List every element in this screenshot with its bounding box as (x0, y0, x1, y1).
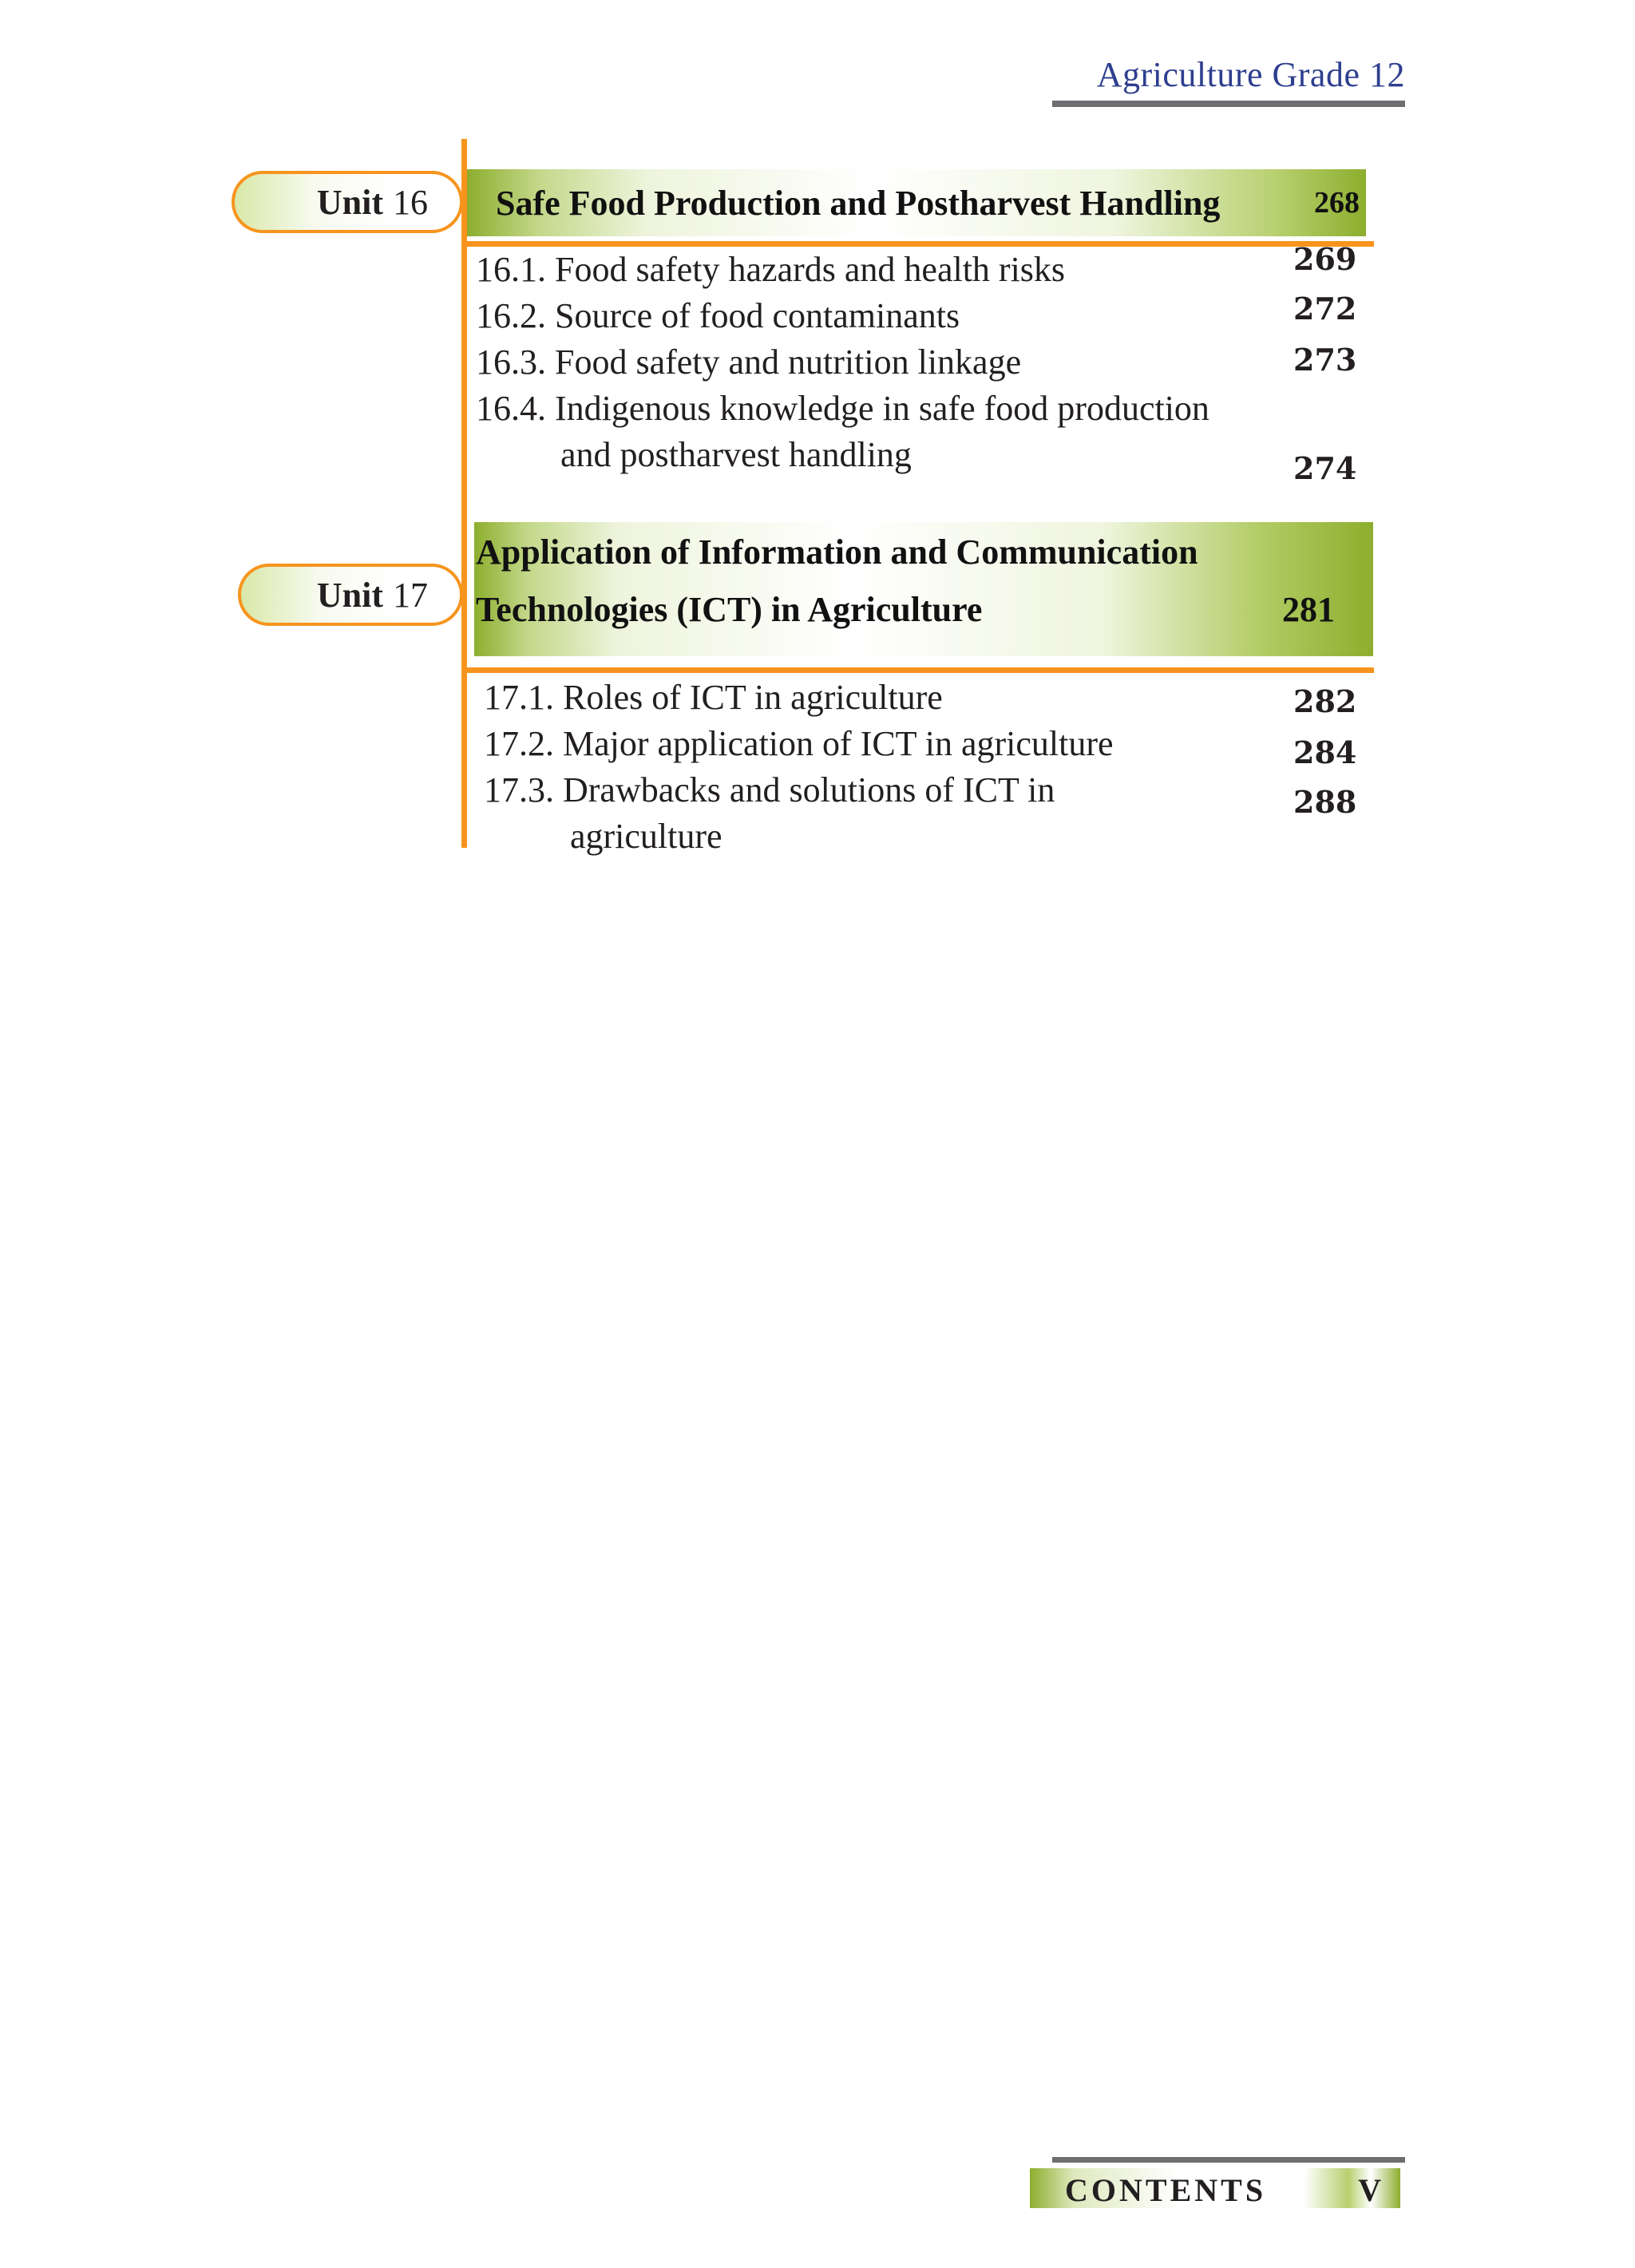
unit-17-title-band[interactable] (474, 522, 1373, 656)
unit-17-title-line2: Technologies (ICT) in Agriculture (476, 590, 983, 629)
unit-label: Unit (316, 182, 383, 222)
unit-16-title-band[interactable] (467, 169, 1366, 236)
footer-contents-label: CONTENTS (1065, 2172, 1267, 2208)
toc-page-16-2: 272 (1293, 291, 1357, 327)
toc-page-17-3: 288 (1293, 784, 1357, 820)
unit-label: Unit (316, 575, 383, 615)
unit-16-page: 268 (1314, 186, 1360, 220)
unit-17-badge (238, 564, 463, 626)
toc-page-17-1: 282 (1293, 683, 1357, 719)
toc-page-16-4: 274 (1293, 450, 1357, 486)
toc-entry-16-4-cont[interactable]: and postharvest handling (560, 435, 912, 474)
unit-17-page: 281 (1282, 590, 1335, 629)
toc-entry-17-1[interactable]: 17.1. Roles of ICT in agriculture (484, 678, 943, 717)
toc-entry-17-2[interactable]: 17.2. Major application of ICT in agriculture (484, 724, 1114, 763)
unit-16-rule (467, 241, 1374, 247)
footer-band (1030, 2168, 1400, 2208)
toc-page-17-2: 284 (1293, 734, 1357, 770)
unit-16-title: Safe Food Production and Postharvest Handling (496, 183, 1221, 223)
toc-vertical-rule (461, 139, 467, 848)
toc-entry-16-2[interactable]: 16.2. Source of food contaminants (476, 296, 960, 335)
toc-entry-16-1[interactable]: 16.1. Food safety hazards and health risks (476, 250, 1066, 289)
toc-page-16-3: 273 (1293, 342, 1357, 378)
unit-number: 16 (393, 182, 428, 222)
unit-17-title-line1: Application of Information and Communication (476, 532, 1198, 572)
toc-page-16-1: 269 (1293, 241, 1357, 277)
footer-page-number: V (1358, 2172, 1381, 2208)
running-header-title: Agriculture Grade 12 (1096, 55, 1405, 94)
unit-number: 17 (393, 575, 428, 615)
toc-entry-16-4[interactable]: 16.4. Indigenous knowledge in safe food production (476, 389, 1209, 428)
toc-entry-17-3-cont[interactable]: agriculture (570, 817, 722, 856)
footer-rule (1052, 2157, 1405, 2163)
unit-17-rule (467, 667, 1374, 673)
unit-16-badge (232, 171, 463, 233)
header-rule (1052, 101, 1405, 107)
toc-entry-16-3[interactable]: 16.3. Food safety and nutrition linkage (476, 342, 1022, 382)
toc-entry-17-3[interactable]: 17.3. Drawbacks and solutions of ICT in (484, 770, 1055, 809)
